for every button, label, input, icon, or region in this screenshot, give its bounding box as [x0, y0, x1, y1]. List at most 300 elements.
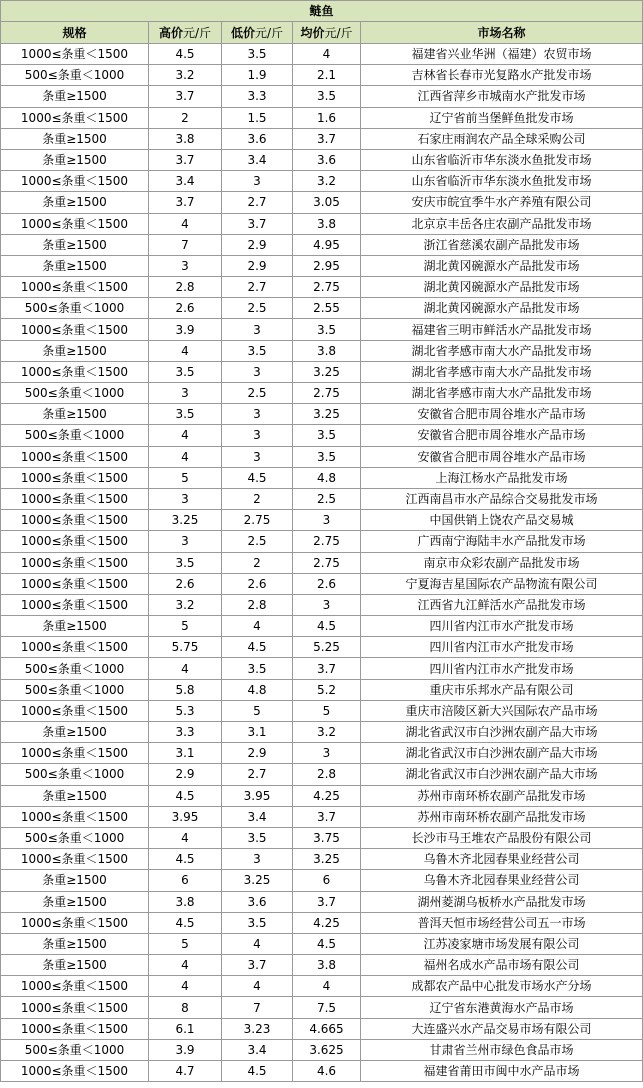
table-row [1, 764, 643, 785]
table-row [1, 806, 643, 827]
cell-spec: 条重≥1500 [1, 234, 149, 255]
cell-low: 3.5 [222, 912, 293, 933]
header-avg [293, 22, 361, 44]
cell-avg: 3.5 [293, 319, 361, 340]
cell-low: 3.6 [222, 128, 293, 149]
cell-high: 8 [149, 997, 222, 1018]
cell-market: 湖北省孝感市南大水产品批发市场 [361, 361, 643, 382]
cell-low: 4.5 [222, 1061, 293, 1082]
cell-low: 2.8 [222, 594, 293, 615]
cell-spec: 1000≤条重＜1500 [1, 743, 149, 764]
table-row [1, 467, 643, 488]
cell-low: 3.4 [222, 149, 293, 170]
cell-spec: 条重≥1500 [1, 785, 149, 806]
cell-avg: 2.75 [293, 552, 361, 573]
table-row [1, 594, 643, 615]
cell-high: 4.5 [149, 849, 222, 870]
cell-low: 3 [222, 425, 293, 446]
cell-high: 4.7 [149, 1061, 222, 1082]
cell-spec: 1000≤条重＜1500 [1, 637, 149, 658]
cell-avg: 4.95 [293, 234, 361, 255]
cell-high: 4 [149, 658, 222, 679]
table-row [1, 86, 643, 107]
cell-high: 6.1 [149, 1018, 222, 1039]
header-low-unit: 元/斤 [254, 25, 284, 40]
cell-low: 3 [222, 446, 293, 467]
cell-spec: 1000≤条重＜1500 [1, 213, 149, 234]
table-row [1, 531, 643, 552]
cell-market: 长沙市马王堆农产品股份有限公司 [361, 827, 643, 848]
table-row [1, 679, 643, 700]
cell-avg: 3.05 [293, 192, 361, 213]
header-avg-unit: 元/斤 [324, 25, 353, 40]
cell-avg: 3.25 [293, 361, 361, 382]
cell-spec: 1000≤条重＜1500 [1, 446, 149, 467]
table-row [1, 255, 643, 276]
cell-avg: 3 [293, 594, 361, 615]
cell-market: 成都农产品中心批发市场水产分场 [361, 976, 643, 997]
cell-high: 3.5 [149, 404, 222, 425]
cell-spec: 条重≥1500 [1, 891, 149, 912]
cell-low: 3.6 [222, 891, 293, 912]
cell-spec: 500≤条重＜1000 [1, 383, 149, 404]
header-high [149, 22, 222, 44]
table-row [1, 573, 643, 594]
table-row [1, 319, 643, 340]
table-row [1, 361, 643, 382]
table-row [1, 192, 643, 213]
cell-avg: 2.75 [293, 277, 361, 298]
table-row [1, 425, 643, 446]
cell-avg: 4.6 [293, 1061, 361, 1082]
table-row [1, 1018, 643, 1039]
cell-high: 3.1 [149, 743, 222, 764]
table-row [1, 891, 643, 912]
cell-spec: 500≤条重＜1000 [1, 65, 149, 86]
cell-avg: 2.6 [293, 573, 361, 594]
cell-low: 2.9 [222, 255, 293, 276]
header-high-unit: 元/斤 [182, 25, 212, 40]
cell-market: 湖北省武汉市白沙洲农副产品大市场 [361, 743, 643, 764]
cell-market: 湖北黄冈碗源水产品批发市场 [361, 277, 643, 298]
cell-high: 3.5 [149, 552, 222, 573]
cell-market: 重庆市涪陵区新大兴国际农产品市场 [361, 700, 643, 721]
table-row [1, 827, 643, 848]
cell-spec: 1000≤条重＜1500 [1, 976, 149, 997]
cell-high: 3.2 [149, 594, 222, 615]
table-row [1, 107, 643, 128]
cell-low: 3 [222, 319, 293, 340]
cell-high: 5.8 [149, 679, 222, 700]
cell-avg: 3.6 [293, 149, 361, 170]
table-header-row [1, 22, 643, 44]
header-avg-label: 均价 [300, 25, 325, 40]
cell-avg: 3.7 [293, 806, 361, 827]
cell-avg: 4.8 [293, 467, 361, 488]
cell-spec: 条重≥1500 [1, 404, 149, 425]
cell-market: 普洱天恒市场经营公司五一市场 [361, 912, 643, 933]
cell-spec: 条重≥1500 [1, 616, 149, 637]
cell-avg: 3.7 [293, 658, 361, 679]
table-row [1, 1061, 643, 1082]
cell-market: 福建省兴业华洲（福建）农贸市场 [361, 44, 643, 65]
cell-spec: 1000≤条重＜1500 [1, 319, 149, 340]
cell-low: 3 [222, 849, 293, 870]
cell-low: 2.9 [222, 743, 293, 764]
cell-low: 3.3 [222, 86, 293, 107]
cell-spec: 1000≤条重＜1500 [1, 44, 149, 65]
cell-high: 2.6 [149, 573, 222, 594]
cell-market: 广西南宁海陆丰水产品批发市场 [361, 531, 643, 552]
cell-high: 4 [149, 213, 222, 234]
table-row [1, 213, 643, 234]
cell-spec: 1000≤条重＜1500 [1, 107, 149, 128]
cell-spec: 1000≤条重＜1500 [1, 1018, 149, 1039]
cell-avg: 7.5 [293, 997, 361, 1018]
cell-high: 3.3 [149, 722, 222, 743]
table-row [1, 785, 643, 806]
table-row [1, 700, 643, 721]
table-row [1, 298, 643, 319]
cell-low: 4 [222, 933, 293, 954]
cell-high: 4.5 [149, 912, 222, 933]
cell-low: 1.5 [222, 107, 293, 128]
cell-market: 中国供销上饶农产品交易城 [361, 510, 643, 531]
cell-low: 3.25 [222, 870, 293, 891]
cell-avg: 2.55 [293, 298, 361, 319]
cell-avg: 3.625 [293, 1039, 361, 1060]
cell-low: 4.5 [222, 467, 293, 488]
cell-market: 四川省内江市水产批发市场 [361, 658, 643, 679]
cell-high: 3.5 [149, 361, 222, 382]
cell-low: 3.23 [222, 1018, 293, 1039]
cell-spec: 条重≥1500 [1, 192, 149, 213]
cell-low: 4 [222, 616, 293, 637]
cell-spec: 500≤条重＜1000 [1, 764, 149, 785]
cell-high: 4.5 [149, 44, 222, 65]
cell-high: 7 [149, 234, 222, 255]
table-row [1, 637, 643, 658]
cell-low: 2.9 [222, 234, 293, 255]
cell-spec: 1000≤条重＜1500 [1, 806, 149, 827]
cell-spec: 500≤条重＜1000 [1, 425, 149, 446]
cell-avg: 3.2 [293, 171, 361, 192]
cell-avg: 3 [293, 510, 361, 531]
cell-high: 4 [149, 827, 222, 848]
cell-spec: 条重≥1500 [1, 340, 149, 361]
cell-high: 3.7 [149, 86, 222, 107]
cell-spec: 1000≤条重＜1500 [1, 849, 149, 870]
table-row [1, 743, 643, 764]
cell-avg: 4.665 [293, 1018, 361, 1039]
cell-high: 3.95 [149, 806, 222, 827]
cell-high: 3.7 [149, 149, 222, 170]
table-row [1, 340, 643, 361]
cell-avg: 2.8 [293, 764, 361, 785]
cell-high: 4.5 [149, 785, 222, 806]
cell-high: 2.8 [149, 277, 222, 298]
cell-spec: 条重≥1500 [1, 933, 149, 954]
cell-spec: 500≤条重＜1000 [1, 827, 149, 848]
cell-market: 湖北省孝感市南大水产品批发市场 [361, 340, 643, 361]
cell-low: 3.7 [222, 955, 293, 976]
cell-low: 3.5 [222, 658, 293, 679]
table-title: 鲢鱼 [1, 1, 643, 22]
cell-low: 3.5 [222, 827, 293, 848]
cell-market: 苏州市南环桥农副产品批发市场 [361, 806, 643, 827]
cell-high: 4 [149, 976, 222, 997]
cell-market: 安徽省合肥市周谷堆水产品市场 [361, 404, 643, 425]
table-row [1, 171, 643, 192]
table-row [1, 849, 643, 870]
cell-market: 安徽省合肥市周谷堆水产品市场 [361, 425, 643, 446]
cell-market: 浙江省慈溪农副产品批发市场 [361, 234, 643, 255]
cell-market: 山东省临沂市华东淡水鱼批发市场 [361, 149, 643, 170]
cell-avg: 3.5 [293, 425, 361, 446]
cell-avg: 3.7 [293, 128, 361, 149]
cell-high: 5 [149, 933, 222, 954]
cell-market: 湖北省孝感市南大水产品批发市场 [361, 383, 643, 404]
cell-avg: 3.75 [293, 827, 361, 848]
cell-market: 湖北省武汉市白沙洲农副产品大市场 [361, 764, 643, 785]
cell-high: 2.6 [149, 298, 222, 319]
cell-avg: 4 [293, 976, 361, 997]
cell-high: 3.8 [149, 891, 222, 912]
cell-market: 重庆市乐邦水产品有限公司 [361, 679, 643, 700]
cell-avg: 4.5 [293, 616, 361, 637]
table-row [1, 128, 643, 149]
table-row [1, 997, 643, 1018]
cell-low: 4 [222, 976, 293, 997]
header-high-label: 高价 [158, 25, 183, 40]
cell-market: 湖州菱湖乌板桥水产品批发市场 [361, 891, 643, 912]
cell-high: 4 [149, 340, 222, 361]
cell-high: 4 [149, 955, 222, 976]
table-row [1, 616, 643, 637]
cell-low: 4.8 [222, 679, 293, 700]
cell-avg: 3.25 [293, 404, 361, 425]
cell-high: 3 [149, 383, 222, 404]
cell-avg: 3.8 [293, 213, 361, 234]
table-row [1, 488, 643, 509]
header-spec: 规格 [1, 22, 149, 44]
cell-market: 吉林省长春市光复路水产批发市场 [361, 65, 643, 86]
cell-high: 4 [149, 446, 222, 467]
cell-avg: 4.5 [293, 933, 361, 954]
cell-high: 3.7 [149, 192, 222, 213]
cell-spec: 1000≤条重＜1500 [1, 912, 149, 933]
cell-market: 安徽省合肥市周谷堆水产品市场 [361, 446, 643, 467]
cell-market: 福州名成水产品市场有限公司 [361, 955, 643, 976]
cell-market: 安庆市皖宜季牛水产养殖有限公司 [361, 192, 643, 213]
cell-spec: 1000≤条重＜1500 [1, 594, 149, 615]
cell-spec: 1000≤条重＜1500 [1, 997, 149, 1018]
cell-spec: 500≤条重＜1000 [1, 298, 149, 319]
cell-market: 南京市众彩农副产品批发市场 [361, 552, 643, 573]
cell-high: 3.2 [149, 65, 222, 86]
cell-spec: 1000≤条重＜1500 [1, 467, 149, 488]
table-row [1, 658, 643, 679]
cell-avg: 5.2 [293, 679, 361, 700]
cell-market: 福建省莆田市闽中水产品市场 [361, 1061, 643, 1082]
table-body [1, 44, 643, 1082]
cell-market: 湖北黄冈碗源水产品批发市场 [361, 298, 643, 319]
table-row [1, 383, 643, 404]
cell-high: 4 [149, 425, 222, 446]
cell-market: 宁夏海吉星国际农产品物流有限公司 [361, 573, 643, 594]
table-row [1, 446, 643, 467]
cell-market: 湖北省武汉市白沙洲农副产品大市场 [361, 722, 643, 743]
cell-avg: 4.25 [293, 912, 361, 933]
header-low-label: 低价 [230, 25, 255, 40]
cell-avg: 3.2 [293, 722, 361, 743]
cell-high: 3 [149, 255, 222, 276]
cell-avg: 3.5 [293, 446, 361, 467]
table-row [1, 1039, 643, 1060]
cell-low: 7 [222, 997, 293, 1018]
cell-low: 5 [222, 700, 293, 721]
cell-avg: 3.5 [293, 86, 361, 107]
cell-high: 6 [149, 870, 222, 891]
cell-spec: 1000≤条重＜1500 [1, 1061, 149, 1082]
header-market: 市场名称 [361, 22, 643, 44]
table-row [1, 404, 643, 425]
cell-high: 3 [149, 531, 222, 552]
cell-low: 3.5 [222, 44, 293, 65]
cell-market: 北京京丰岳各庄农副产品批发市场 [361, 213, 643, 234]
cell-spec: 条重≥1500 [1, 149, 149, 170]
cell-avg: 6 [293, 870, 361, 891]
cell-low: 3.1 [222, 722, 293, 743]
cell-low: 3.5 [222, 340, 293, 361]
cell-market: 苏州市南环桥农副产品批发市场 [361, 785, 643, 806]
cell-low: 2.5 [222, 383, 293, 404]
cell-avg: 2.75 [293, 531, 361, 552]
cell-avg: 2.5 [293, 488, 361, 509]
cell-avg: 3.7 [293, 891, 361, 912]
cell-spec: 1000≤条重＜1500 [1, 552, 149, 573]
cell-market: 江西省九江鲜活水产品批发市场 [361, 594, 643, 615]
cell-high: 3.8 [149, 128, 222, 149]
cell-low: 2.75 [222, 510, 293, 531]
table-row [1, 510, 643, 531]
cell-low: 2.5 [222, 531, 293, 552]
cell-market: 湖北黄冈碗源水产品批发市场 [361, 255, 643, 276]
table-row [1, 722, 643, 743]
cell-spec: 500≤条重＜1000 [1, 679, 149, 700]
table-row [1, 149, 643, 170]
cell-market: 辽宁省东港黄海水产品市场 [361, 997, 643, 1018]
cell-spec: 条重≥1500 [1, 86, 149, 107]
cell-market: 辽宁省前当堡鲜鱼批发市场 [361, 107, 643, 128]
cell-avg: 3.8 [293, 955, 361, 976]
cell-avg: 1.6 [293, 107, 361, 128]
cell-spec: 条重≥1500 [1, 955, 149, 976]
cell-avg: 4 [293, 44, 361, 65]
cell-spec: 1000≤条重＜1500 [1, 573, 149, 594]
cell-spec: 1000≤条重＜1500 [1, 700, 149, 721]
cell-market: 乌鲁木齐北园春果业经营公司 [361, 870, 643, 891]
cell-spec: 1000≤条重＜1500 [1, 488, 149, 509]
table-row [1, 44, 643, 65]
cell-avg: 3.8 [293, 340, 361, 361]
table-row [1, 234, 643, 255]
cell-spec: 1000≤条重＜1500 [1, 277, 149, 298]
cell-high: 5 [149, 467, 222, 488]
cell-low: 3.4 [222, 1039, 293, 1060]
cell-avg: 3 [293, 743, 361, 764]
cell-market: 四川省内江市水产批发市场 [361, 616, 643, 637]
cell-spec: 条重≥1500 [1, 870, 149, 891]
cell-low: 4.5 [222, 637, 293, 658]
cell-spec: 条重≥1500 [1, 722, 149, 743]
cell-spec: 条重≥1500 [1, 128, 149, 149]
table-row [1, 912, 643, 933]
cell-low: 2 [222, 488, 293, 509]
cell-low: 3.4 [222, 806, 293, 827]
cell-spec: 1000≤条重＜1500 [1, 531, 149, 552]
header-low [222, 22, 293, 44]
cell-spec: 500≤条重＜1000 [1, 1039, 149, 1060]
table-row [1, 933, 643, 954]
table-row [1, 955, 643, 976]
cell-low: 3 [222, 361, 293, 382]
cell-spec: 1000≤条重＜1500 [1, 171, 149, 192]
table-row [1, 277, 643, 298]
cell-avg: 4.25 [293, 785, 361, 806]
cell-high: 5 [149, 616, 222, 637]
cell-low: 2.6 [222, 573, 293, 594]
cell-high: 2.9 [149, 764, 222, 785]
cell-low: 2.7 [222, 277, 293, 298]
cell-low: 3.7 [222, 213, 293, 234]
cell-high: 2 [149, 107, 222, 128]
cell-high: 3.25 [149, 510, 222, 531]
cell-market: 江苏凌家塘市场发展有限公司 [361, 933, 643, 954]
cell-low: 3 [222, 171, 293, 192]
cell-avg: 2.75 [293, 383, 361, 404]
table-row [1, 870, 643, 891]
cell-spec: 1000≤条重＜1500 [1, 361, 149, 382]
cell-market: 江西省萍乡市城南水产批发市场 [361, 86, 643, 107]
cell-low: 2.5 [222, 298, 293, 319]
cell-low: 3 [222, 404, 293, 425]
cell-avg: 5.25 [293, 637, 361, 658]
cell-market: 大连盛兴水产品交易市场有限公司 [361, 1018, 643, 1039]
cell-market: 山东省临沂市华东淡水鱼批发市场 [361, 171, 643, 192]
cell-high: 3.9 [149, 1039, 222, 1060]
cell-high: 3 [149, 488, 222, 509]
cell-avg: 5 [293, 700, 361, 721]
cell-low: 2 [222, 552, 293, 573]
cell-low: 3.95 [222, 785, 293, 806]
cell-spec: 500≤条重＜1000 [1, 658, 149, 679]
cell-market: 四川省内江市水产批发市场 [361, 637, 643, 658]
cell-low: 2.7 [222, 764, 293, 785]
cell-avg: 2.95 [293, 255, 361, 276]
cell-avg: 2.1 [293, 65, 361, 86]
cell-high: 5.75 [149, 637, 222, 658]
cell-market: 甘肃省兰州市绿色食品市场 [361, 1039, 643, 1060]
cell-high: 5.3 [149, 700, 222, 721]
cell-low: 2.7 [222, 192, 293, 213]
cell-high: 3.9 [149, 319, 222, 340]
cell-market: 石家庄雨润农产品全球采购公司 [361, 128, 643, 149]
cell-market: 乌鲁木齐北园春果业经营公司 [361, 849, 643, 870]
table-title-row [1, 1, 643, 22]
cell-market: 福建省三明市鲜活水产品批发市场 [361, 319, 643, 340]
cell-avg: 3.25 [293, 849, 361, 870]
